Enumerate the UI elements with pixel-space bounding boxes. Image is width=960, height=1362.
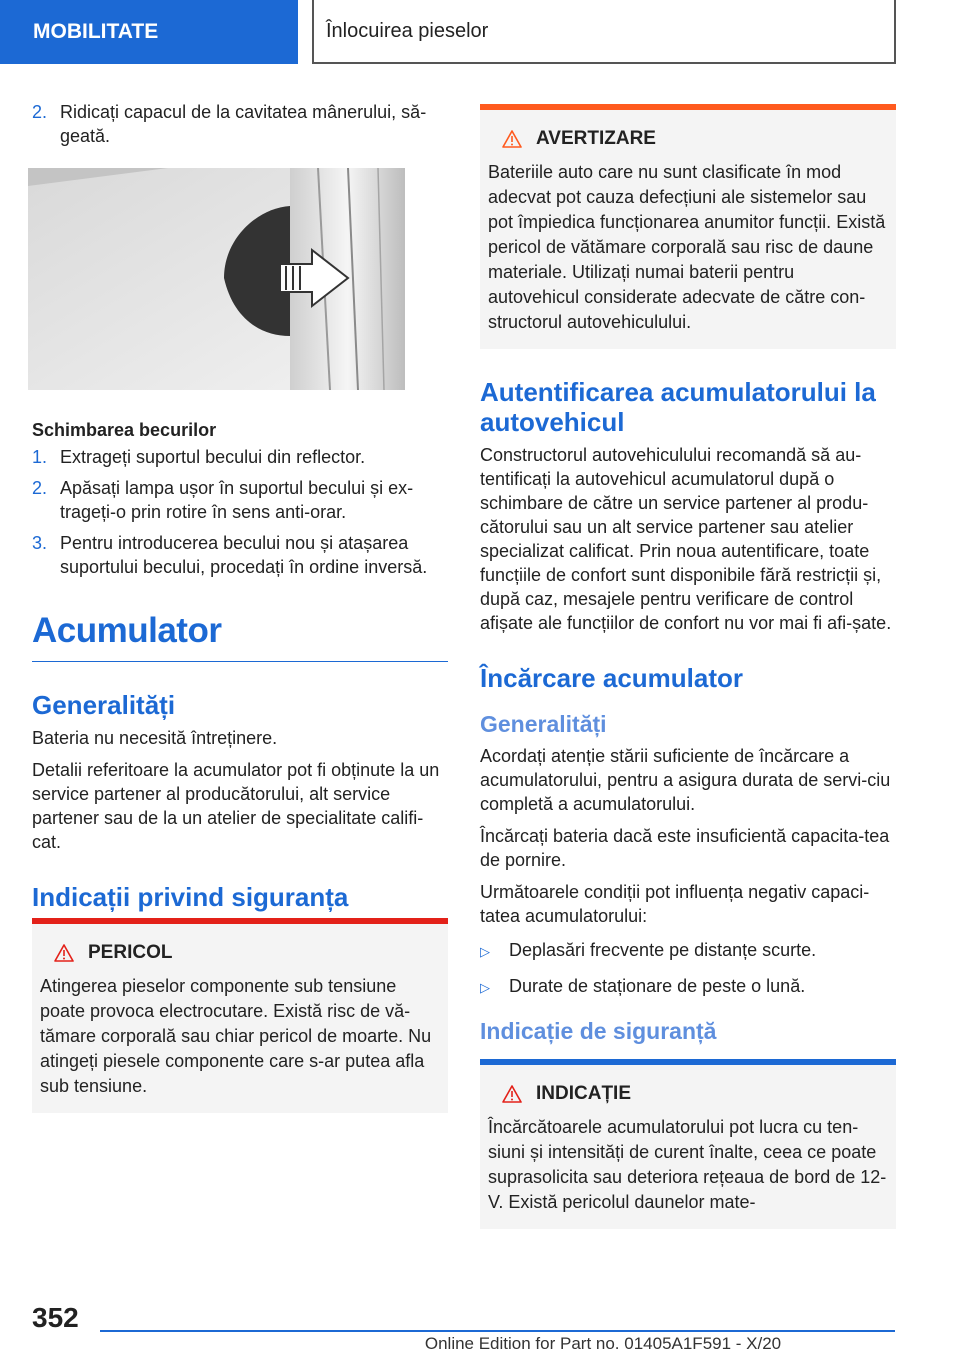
danger-title xyxy=(54,942,440,964)
warning-label: AVERTIZARE xyxy=(536,128,656,149)
right-column xyxy=(480,104,896,1229)
warning-triangle-icon xyxy=(502,1085,522,1103)
danger-text: Atingerea pieselor componente sub tensiune poate provoca electrocutare. Există risc de vă-tămare corporală sau chiar pericol de moarte. Nu atingeți piesele componente care s-ar putea afla sub tensiune. xyxy=(40,976,432,1096)
danger-label: PERICOL xyxy=(88,942,173,963)
list-item xyxy=(32,100,448,148)
door-handle-illustration xyxy=(28,168,405,390)
warning-box xyxy=(480,104,896,349)
footer-divider xyxy=(100,1330,895,1332)
notice-label: INDICAȚIE xyxy=(536,1083,631,1104)
conditions-list xyxy=(480,938,896,1000)
list-item xyxy=(480,938,896,964)
charging-paragraph: Acordați atenție stării suficiente de încărcare a acumulatorului, pentru a asigura durata de servi-ciu completă a acumulatorului. xyxy=(480,746,891,814)
step-text: Pentru introducerea becului nou și atașarea suportului becului, procedați în ordine inversă. xyxy=(60,533,428,577)
handle-cavity-image xyxy=(28,168,405,390)
bulb-steps xyxy=(32,445,448,579)
warning-text: Bateriile auto care nu sunt clasificate în mod adecvat pot cauza defecțiuni ale sistemelor sau pot împiedica funcționarea anumitor funcții. Există pericol de vătămare corporală sau risc de daune materiale. Utilizați numai baterii pentru autovehicul considerate adecvate de către con-structorul autovehiculului. xyxy=(488,162,886,332)
chapter-title: Acumulator xyxy=(32,611,448,662)
step-number: 2. xyxy=(32,478,48,498)
bullet-text: Deplasări frecvente pe distanțe scurte. xyxy=(509,940,817,960)
auth-paragraph: Constructorul autovehiculului recomandă să au-tentificați la autovehicul acumulatorul după o schimbare de către un service partener al produ-cătorului sau un alt service partener sau atelier specializat calificat. Prin noua autentificare, toate funcțiile de confort sunt disponibile fără restricții și, după caz, mesajele pentru verificare de control afișate ale funcțiilor de confort nu vor mai fi afi-șate. xyxy=(480,445,892,633)
section-tab: MOBILITATE xyxy=(0,0,298,64)
page-title: Înlocuirea pieselor xyxy=(312,0,896,64)
bullet-triangle-icon: ▷ xyxy=(480,980,490,995)
list-item xyxy=(480,974,896,1000)
bullet-triangle-icon: ▷ xyxy=(480,944,490,959)
bullet-text: Durate de staționare de peste o lună. xyxy=(509,976,806,996)
bulb-change-heading: Schimbarea becurilor xyxy=(32,420,217,440)
safety-heading: Indicații privind siguranța xyxy=(32,882,349,912)
step-number: 3. xyxy=(32,533,48,553)
step-text: Apăsați lampa ușor în suportul becului și ex-trageți-o prin rotire în sens anti-orar. xyxy=(60,478,414,522)
general-paragraph: Bateria nu necesită întreținere. xyxy=(32,728,278,748)
general-heading: Generalități xyxy=(32,690,176,720)
charging-general-heading: Generalități xyxy=(480,711,607,737)
danger-box xyxy=(32,918,448,1113)
notice-title xyxy=(502,1083,888,1105)
notice-text: Încărcătoarele acumulatorului pot lucra cu ten-siuni și intensități de curent înalte, ceea ce poate suprasolicita sau deteriora rețeaua de bord de 12-V. Există pericolul daunelor mate- xyxy=(488,1117,887,1212)
handle-steps xyxy=(32,100,448,148)
charging-paragraph: Următoarele condiții pot influența negativ capaci-tatea acumulatorului: xyxy=(480,882,870,926)
page-number: 352 xyxy=(32,1302,79,1333)
charging-heading: Încărcare acumulator xyxy=(480,663,744,693)
list-item xyxy=(32,445,448,469)
list-item xyxy=(32,476,448,524)
warning-title xyxy=(502,128,888,150)
auth-heading: Autentificarea acumulatorului la autovehicul xyxy=(480,377,876,437)
charging-paragraph: Încărcați bateria dacă este insuficientă capacita-tea de pornire. xyxy=(480,826,890,870)
step-text: Extrageți suportul becului din reflector. xyxy=(60,447,366,467)
warning-triangle-icon xyxy=(54,944,74,962)
step-number: 1. xyxy=(32,447,48,467)
edition-footer: Online Edition for Part no. 01405A1F591 - X/20 xyxy=(424,1334,782,1353)
warning-triangle-icon xyxy=(502,130,522,148)
step-number: 2. xyxy=(32,102,48,122)
left-column xyxy=(32,100,448,1113)
notice-box xyxy=(480,1059,896,1229)
general-paragraph: Detalii referitoare la acumulator pot fi obținute la un service partener al producătorului, alt service partener sau de la un atelier de specialitate califi-cat. xyxy=(32,760,440,852)
safety-note-heading: Indicație de siguranță xyxy=(480,1018,717,1044)
list-item xyxy=(32,531,448,579)
step-text: Ridicați capacul de la cavitatea mânerului, să-geată. xyxy=(60,102,427,146)
